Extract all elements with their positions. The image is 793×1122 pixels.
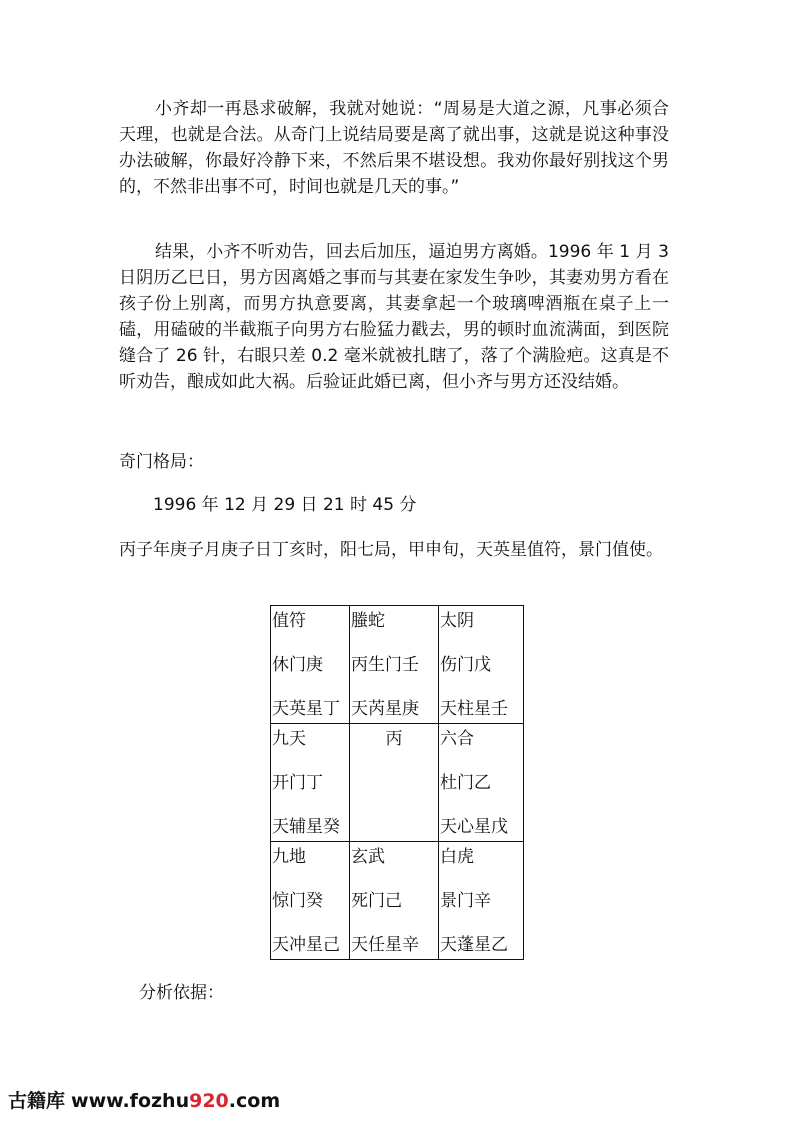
cell-deity: 白虎 <box>440 847 474 867</box>
cell-deity: 六合 <box>440 729 474 749</box>
grid-cell <box>439 724 524 842</box>
cell-star: 天芮星庚 <box>351 699 419 719</box>
cell-star: 天蓬星乙 <box>440 935 508 955</box>
cell-deity: 太阴 <box>440 611 474 631</box>
cell-gate: 伤门戊 <box>440 655 491 675</box>
footer-brand: 古籍库 <box>8 1090 66 1112</box>
cell-deity: 九天 <box>272 729 306 749</box>
grid-row <box>271 606 524 724</box>
grid-cell <box>439 842 524 960</box>
cell-deity: 螣蛇 <box>351 611 385 631</box>
grid-cell <box>350 606 439 724</box>
paragraph-advice: 小齐却一再恳求破解，我就对她说：“周易是大道之源，凡事必须合天理，也就是合法。从奇门上说结局要是离了就出事，这就是说这种事没办法破解，你最好冷静下来，不然后果不堪设想。我劝你最好别找这个男的，不然非出事不可，时间也就是几天的事。” <box>119 99 669 197</box>
footer-url-number: 920 <box>189 1090 229 1112</box>
cell-gate: 景门辛 <box>440 891 491 911</box>
cell-gate: 休门庚 <box>272 655 323 675</box>
footer-url-suffix: .com <box>228 1090 281 1112</box>
grid-cell <box>350 842 439 960</box>
cell-gate: 惊门癸 <box>272 891 323 911</box>
grid-cell <box>271 842 350 960</box>
paragraph-outcome: 结果，小齐不听劝告，回去后加压，逼迫男方离婚。1996 年 1 月 3 日阴历乙巳日，男方因离婚之事而与其妻在家发生争吵，其妻劝男方看在孩子份上别离，而男方执意要离，其妻拿起一个玻璃啤酒瓶在桌子上一磕，用磕破的半截瓶子向男方右脸猛力戳去，男的顿时血流满面，到医院缝合了 26 针，右眼只差 0.2 毫米就被扎瞎了，落了个满脸疤。这真是不听劝告，酿成如此大祸。后验证此婚已离，但小齐与男方还没结婚。 <box>119 242 669 392</box>
grid-cell <box>439 606 524 724</box>
grid-row <box>271 724 524 842</box>
cell-star: 天柱星壬 <box>440 699 508 719</box>
qimen-grid <box>270 605 524 960</box>
chart-datetime: 1996 年 12 月 29 日 21 时 45 分 <box>153 495 417 515</box>
cell-star: 天心星戊 <box>440 817 508 837</box>
chart-summary: 丙子年庚子月庚子日丁亥时，阳七局，甲申旬，天英星值符，景门值使。 <box>119 540 663 560</box>
grid-center-cell <box>350 724 439 842</box>
grid-cell <box>271 606 350 724</box>
cell-deity: 九地 <box>272 847 306 867</box>
grid-cell <box>271 724 350 842</box>
cell-star: 天辅星癸 <box>272 817 340 837</box>
cell-star: 天任星辛 <box>351 935 419 955</box>
footer-url-prefix: www.fozhu <box>71 1090 190 1112</box>
cell-star: 天冲星己 <box>272 935 340 955</box>
cell-gate: 杜门乙 <box>440 773 491 793</box>
cell-deity: 值符 <box>272 611 306 631</box>
grid-row <box>271 842 524 960</box>
analysis-heading: 分析依据： <box>139 983 224 1003</box>
pattern-heading: 奇门格局： <box>119 452 204 472</box>
cell-gate: 开门丁 <box>272 773 323 793</box>
center-stem: 丙 <box>385 729 403 749</box>
cell-gate: 丙生门壬 <box>351 655 419 675</box>
footer-watermark <box>8 1089 280 1113</box>
cell-deity: 玄武 <box>351 847 385 867</box>
cell-gate: 死门己 <box>351 891 402 911</box>
cell-star: 天英星丁 <box>272 699 340 719</box>
